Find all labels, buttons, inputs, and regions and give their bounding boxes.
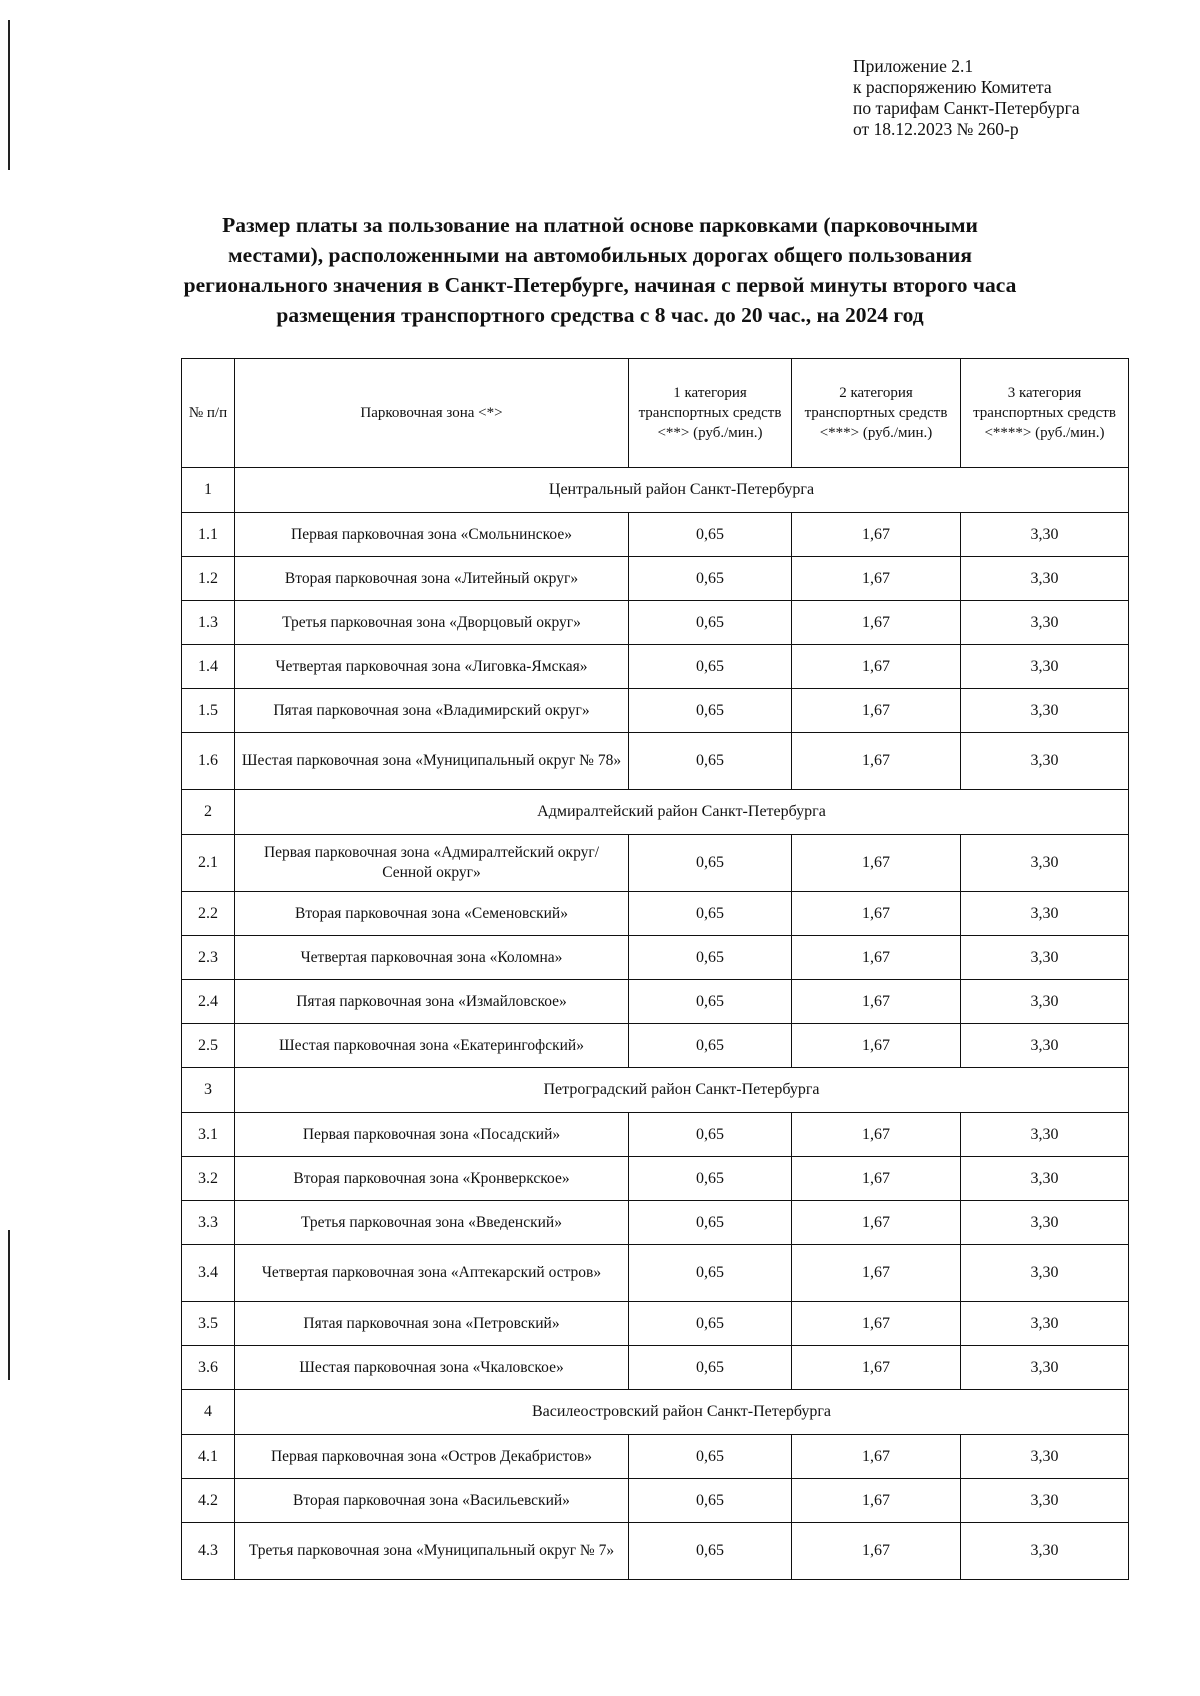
- header-category-1: 1 категория транспортных средств <**> (руб./мин.): [629, 359, 792, 468]
- tariff-cat-3: 3,30: [961, 1245, 1129, 1302]
- zone-name: Вторая парковочная зона «Васильевский»: [235, 1479, 629, 1523]
- zone-name: Шестая парковочная зона «Чкаловское»: [235, 1346, 629, 1390]
- tariff-cat-3: 3,30: [961, 689, 1129, 733]
- district-name: Центральный район Санкт-Петербурга: [235, 468, 1129, 513]
- tariff-cat-2: 1,67: [792, 1245, 961, 1302]
- appendix-line: по тарифам Санкт-Петербурга: [853, 98, 1080, 118]
- table-row: [182, 513, 1129, 557]
- appendix-line: от 18.12.2023 № 260-р: [853, 119, 1019, 139]
- table-row: [182, 1523, 1129, 1580]
- district-name: Петроградский район Санкт-Петербурга: [235, 1068, 1129, 1113]
- table-row: [182, 835, 1129, 892]
- tariff-cat-3: 3,30: [961, 835, 1129, 892]
- tariff-cat-1: 0,65: [629, 1157, 792, 1201]
- district-row: [182, 1068, 1129, 1113]
- table-row: [182, 601, 1129, 645]
- table-row: [182, 1201, 1129, 1245]
- tariff-cat-3: 3,30: [961, 557, 1129, 601]
- zone-name: Первая парковочная зона «Посадский»: [235, 1113, 629, 1157]
- tariff-table: [181, 358, 1129, 1580]
- tariff-cat-3: 3,30: [961, 980, 1129, 1024]
- zone-name: Третья парковочная зона «Введенский»: [235, 1201, 629, 1245]
- tariff-cat-3: 3,30: [961, 1346, 1129, 1390]
- table-row: [182, 1245, 1129, 1302]
- tariff-cat-2: 1,67: [792, 936, 961, 980]
- zone-name: Третья парковочная зона «Дворцовый округ»: [235, 601, 629, 645]
- row-number: 1.4: [182, 645, 235, 689]
- tariff-cat-1: 0,65: [629, 1201, 792, 1245]
- tariff-cat-1: 0,65: [629, 1245, 792, 1302]
- tariff-cat-2: 1,67: [792, 892, 961, 936]
- title-line: местами), расположенными на автомобильных дорогах общего пользования: [228, 243, 972, 267]
- tariff-cat-3: 3,30: [961, 936, 1129, 980]
- table-row: [182, 1479, 1129, 1523]
- row-number: 1.1: [182, 513, 235, 557]
- tariff-cat-2: 1,67: [792, 1113, 961, 1157]
- tariff-cat-2: 1,67: [792, 980, 961, 1024]
- table-row: [182, 645, 1129, 689]
- district-number: 4: [182, 1390, 235, 1435]
- tariff-cat-3: 3,30: [961, 1201, 1129, 1245]
- header-category-2: 2 категория транспортных средств <***> (руб./мин.): [792, 359, 961, 468]
- table-row: [182, 1302, 1129, 1346]
- tariff-cat-1: 0,65: [629, 1346, 792, 1390]
- table-row: [182, 1435, 1129, 1479]
- tariff-cat-2: 1,67: [792, 1201, 961, 1245]
- tariff-cat-3: 3,30: [961, 1435, 1129, 1479]
- tariff-cat-2: 1,67: [792, 1024, 961, 1068]
- tariff-cat-1: 0,65: [629, 1113, 792, 1157]
- title-line: регионального значения в Санкт-Петербурге, начиная с первой минуты второго часа: [183, 273, 1017, 297]
- tariff-cat-2: 1,67: [792, 513, 961, 557]
- tariff-cat-3: 3,30: [961, 1523, 1129, 1580]
- header-num: № п/п: [182, 359, 235, 468]
- zone-name: Первая парковочная зона «Смольнинское»: [235, 513, 629, 557]
- district-number: 2: [182, 790, 235, 835]
- tariff-cat-2: 1,67: [792, 645, 961, 689]
- table-row: [182, 1157, 1129, 1201]
- tariff-cat-2: 1,67: [792, 1479, 961, 1523]
- tariff-cat-1: 0,65: [629, 1523, 792, 1580]
- table-row: [182, 980, 1129, 1024]
- tariff-cat-2: 1,67: [792, 689, 961, 733]
- zone-name: Шестая парковочная зона «Екатерингофский»: [235, 1024, 629, 1068]
- tariff-cat-2: 1,67: [792, 1523, 961, 1580]
- table-row: [182, 1113, 1129, 1157]
- row-number: 1.6: [182, 733, 235, 790]
- tariff-cat-2: 1,67: [792, 1346, 961, 1390]
- tariff-cat-2: 1,67: [792, 1302, 961, 1346]
- district-number: 3: [182, 1068, 235, 1113]
- table-body: [182, 468, 1129, 1580]
- tariff-cat-3: 3,30: [961, 1479, 1129, 1523]
- tariff-cat-1: 0,65: [629, 892, 792, 936]
- row-number: 2.3: [182, 936, 235, 980]
- row-number: 2.2: [182, 892, 235, 936]
- row-number: 2.1: [182, 835, 235, 892]
- tariff-cat-3: 3,30: [961, 1157, 1129, 1201]
- row-number: 3.4: [182, 1245, 235, 1302]
- row-number: 2.5: [182, 1024, 235, 1068]
- tariff-cat-2: 1,67: [792, 1157, 961, 1201]
- tariff-cat-1: 0,65: [629, 689, 792, 733]
- tariff-cat-1: 0,65: [629, 980, 792, 1024]
- title-line: размещения транспортного средства с 8 час. до 20 час., на 2024 год: [276, 303, 924, 327]
- zone-name: Первая парковочная зона «Адмиралтейский округ/Сенной округ»: [235, 835, 629, 892]
- tariff-cat-1: 0,65: [629, 1024, 792, 1068]
- tariff-cat-1: 0,65: [629, 557, 792, 601]
- district-number: 1: [182, 468, 235, 513]
- district-row: [182, 1390, 1129, 1435]
- tariff-cat-3: 3,30: [961, 513, 1129, 557]
- tariff-cat-2: 1,67: [792, 557, 961, 601]
- table-row: [182, 1346, 1129, 1390]
- zone-name: Пятая парковочная зона «Владимирский округ»: [235, 689, 629, 733]
- row-number: 1.2: [182, 557, 235, 601]
- tariff-cat-1: 0,65: [629, 936, 792, 980]
- scan-edge-line-top: [8, 20, 10, 170]
- zone-name: Вторая парковочная зона «Литейный округ»: [235, 557, 629, 601]
- table-row: [182, 936, 1129, 980]
- row-number: 3.2: [182, 1157, 235, 1201]
- tariff-cat-1: 0,65: [629, 835, 792, 892]
- zone-name: Четвертая парковочная зона «Коломна»: [235, 936, 629, 980]
- tariff-cat-2: 1,67: [792, 1435, 961, 1479]
- tariff-cat-3: 3,30: [961, 601, 1129, 645]
- row-number: 4.1: [182, 1435, 235, 1479]
- district-name: Адмиралтейский район Санкт-Петербурга: [235, 790, 1129, 835]
- zone-name: Вторая парковочная зона «Семеновский»: [235, 892, 629, 936]
- appendix-header: [853, 56, 1080, 140]
- zone-name: Четвертая парковочная зона «Лиговка-Ямская»: [235, 645, 629, 689]
- tariff-cat-1: 0,65: [629, 1479, 792, 1523]
- title-line: Размер платы за пользование на платной основе парковками (парковочными: [222, 213, 978, 237]
- row-number: 3.6: [182, 1346, 235, 1390]
- tariff-cat-1: 0,65: [629, 601, 792, 645]
- zone-name: Пятая парковочная зона «Петровский»: [235, 1302, 629, 1346]
- table-row: [182, 1024, 1129, 1068]
- row-number: 4.3: [182, 1523, 235, 1580]
- table-row: [182, 892, 1129, 936]
- zone-name: Пятая парковочная зона «Измайловское»: [235, 980, 629, 1024]
- row-number: 1.3: [182, 601, 235, 645]
- row-number: 3.1: [182, 1113, 235, 1157]
- row-number: 3.5: [182, 1302, 235, 1346]
- tariff-cat-3: 3,30: [961, 1113, 1129, 1157]
- scan-edge-line-bottom: [8, 1230, 10, 1380]
- appendix-line: Приложение 2.1: [853, 56, 974, 76]
- district-row: [182, 468, 1129, 513]
- zone-name: Третья парковочная зона «Муниципальный округ № 7»: [235, 1523, 629, 1580]
- tariff-cat-1: 0,65: [629, 1435, 792, 1479]
- appendix-line: к распоряжению Комитета: [853, 77, 1052, 97]
- row-number: 4.2: [182, 1479, 235, 1523]
- tariff-cat-3: 3,30: [961, 645, 1129, 689]
- row-number: 1.5: [182, 689, 235, 733]
- tariff-cat-1: 0,65: [629, 1302, 792, 1346]
- zone-name: Первая парковочная зона «Остров Декабристов»: [235, 1435, 629, 1479]
- header-zone: Парковочная зона <*>: [235, 359, 629, 468]
- tariff-cat-1: 0,65: [629, 645, 792, 689]
- document-title: [150, 210, 1050, 330]
- tariff-cat-3: 3,30: [961, 1302, 1129, 1346]
- district-name: Василеостровский район Санкт-Петербурга: [235, 1390, 1129, 1435]
- zone-name: Вторая парковочная зона «Кронверкское»: [235, 1157, 629, 1201]
- zone-name: Четвертая парковочная зона «Аптекарский остров»: [235, 1245, 629, 1302]
- row-number: 3.3: [182, 1201, 235, 1245]
- table-row: [182, 557, 1129, 601]
- tariff-cat-2: 1,67: [792, 835, 961, 892]
- district-row: [182, 790, 1129, 835]
- zone-name: Шестая парковочная зона «Муниципальный округ № 78»: [235, 733, 629, 790]
- table-row: [182, 689, 1129, 733]
- table-header-row: [182, 359, 1129, 468]
- tariff-cat-3: 3,30: [961, 733, 1129, 790]
- tariff-cat-1: 0,65: [629, 733, 792, 790]
- table-row: [182, 733, 1129, 790]
- tariff-cat-2: 1,67: [792, 601, 961, 645]
- tariff-cat-2: 1,67: [792, 733, 961, 790]
- header-category-3: 3 категория транспортных средств <****> (руб./мин.): [961, 359, 1129, 468]
- row-number: 2.4: [182, 980, 235, 1024]
- tariff-cat-3: 3,30: [961, 1024, 1129, 1068]
- tariff-cat-3: 3,30: [961, 892, 1129, 936]
- tariff-cat-1: 0,65: [629, 513, 792, 557]
